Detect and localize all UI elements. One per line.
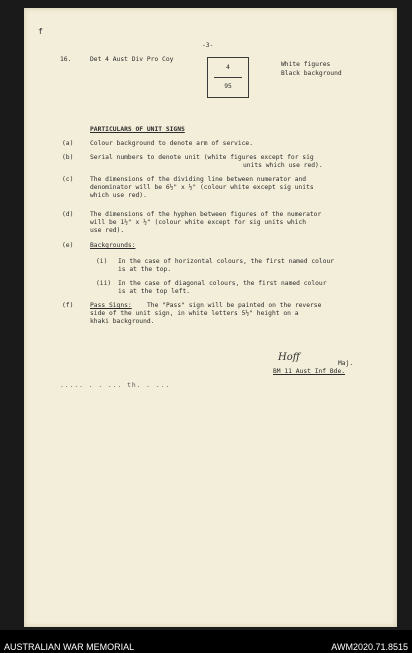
item-c-line-3: which use red). bbox=[90, 192, 147, 199]
item-b-line-2: units which use red). bbox=[243, 162, 323, 169]
entry-number: 16. bbox=[60, 56, 72, 63]
item-b-label: (b) bbox=[62, 154, 74, 161]
item-c-line-2: denominator will be 6½" x ½" (colour white except sig units bbox=[90, 184, 314, 191]
item-a-text: Colour background to denote arm of service. bbox=[90, 140, 254, 147]
corner-mark: f bbox=[38, 27, 43, 36]
item-c-label: (c) bbox=[62, 176, 74, 183]
item-d-line-3: use red). bbox=[90, 227, 125, 234]
item-f-heading: Pass Signs: bbox=[90, 302, 132, 309]
faint-bottom-line: ..... . . ... th. . ... bbox=[60, 382, 171, 389]
item-e-ii-line-1: In the case of diagonal colours, the first named colour bbox=[118, 280, 327, 287]
item-e-i-label: (i) bbox=[96, 258, 108, 265]
unit-name: Det 4 Aust Div Pro Coy bbox=[90, 56, 174, 63]
archive-name: AUSTRALIAN WAR MEMORIAL bbox=[4, 642, 135, 652]
sign-colour-background: Black background bbox=[281, 70, 342, 77]
item-f-line-1: The "Pass" sign will be painted on the reverse bbox=[147, 302, 322, 309]
unit-sign-box bbox=[207, 57, 249, 98]
signature-initials: Maj. bbox=[338, 360, 354, 367]
section-heading: PARTICULARS OF UNIT SIGNS bbox=[90, 126, 185, 133]
item-e-ii-line-2: is at the top left. bbox=[118, 288, 191, 295]
item-e-label: (e) bbox=[62, 242, 74, 249]
document-page bbox=[24, 8, 397, 627]
item-e-heading: Backgrounds: bbox=[90, 242, 136, 249]
item-c-line-1: The dimensions of the dividing line between numerator and bbox=[90, 176, 307, 183]
page-number: -3- bbox=[202, 42, 214, 49]
item-d-line-1: The dimensions of the hyphen between figures of the numerator bbox=[90, 211, 322, 218]
archive-footer bbox=[0, 630, 412, 653]
item-a-label: (a) bbox=[62, 140, 74, 147]
sign-colour-figures: White figures bbox=[281, 61, 331, 68]
archive-reference: AWM2020.71.8515 bbox=[331, 642, 408, 652]
signature-scrawl: Hoff bbox=[278, 352, 300, 363]
item-d-line-2: will be 1½" x ½" (colour white except for sig units which bbox=[90, 219, 307, 226]
document-body bbox=[24, 8, 397, 627]
item-e-i-line-2: is at the top. bbox=[118, 266, 172, 273]
item-f-line-2: side of the unit sign, in white letters 5½" height on a bbox=[90, 310, 299, 317]
item-e-ii-label: (ii) bbox=[96, 280, 112, 287]
item-f-line-3: khaki background. bbox=[90, 318, 155, 325]
item-d-label: (d) bbox=[62, 211, 74, 218]
sign-dividing-line bbox=[214, 77, 242, 78]
sign-denominator: 95 bbox=[224, 83, 232, 90]
sign-numerator: 4 bbox=[226, 64, 230, 71]
item-f-label: (f) bbox=[62, 302, 74, 309]
item-e-i-line-1: In the case of horizontal colours, the first named colour bbox=[118, 258, 335, 265]
item-b-line-1: Serial numbers to denote unit (white figures except for sig bbox=[90, 154, 314, 161]
signature-block: BM 11 Aust Inf Bde. bbox=[273, 368, 346, 375]
